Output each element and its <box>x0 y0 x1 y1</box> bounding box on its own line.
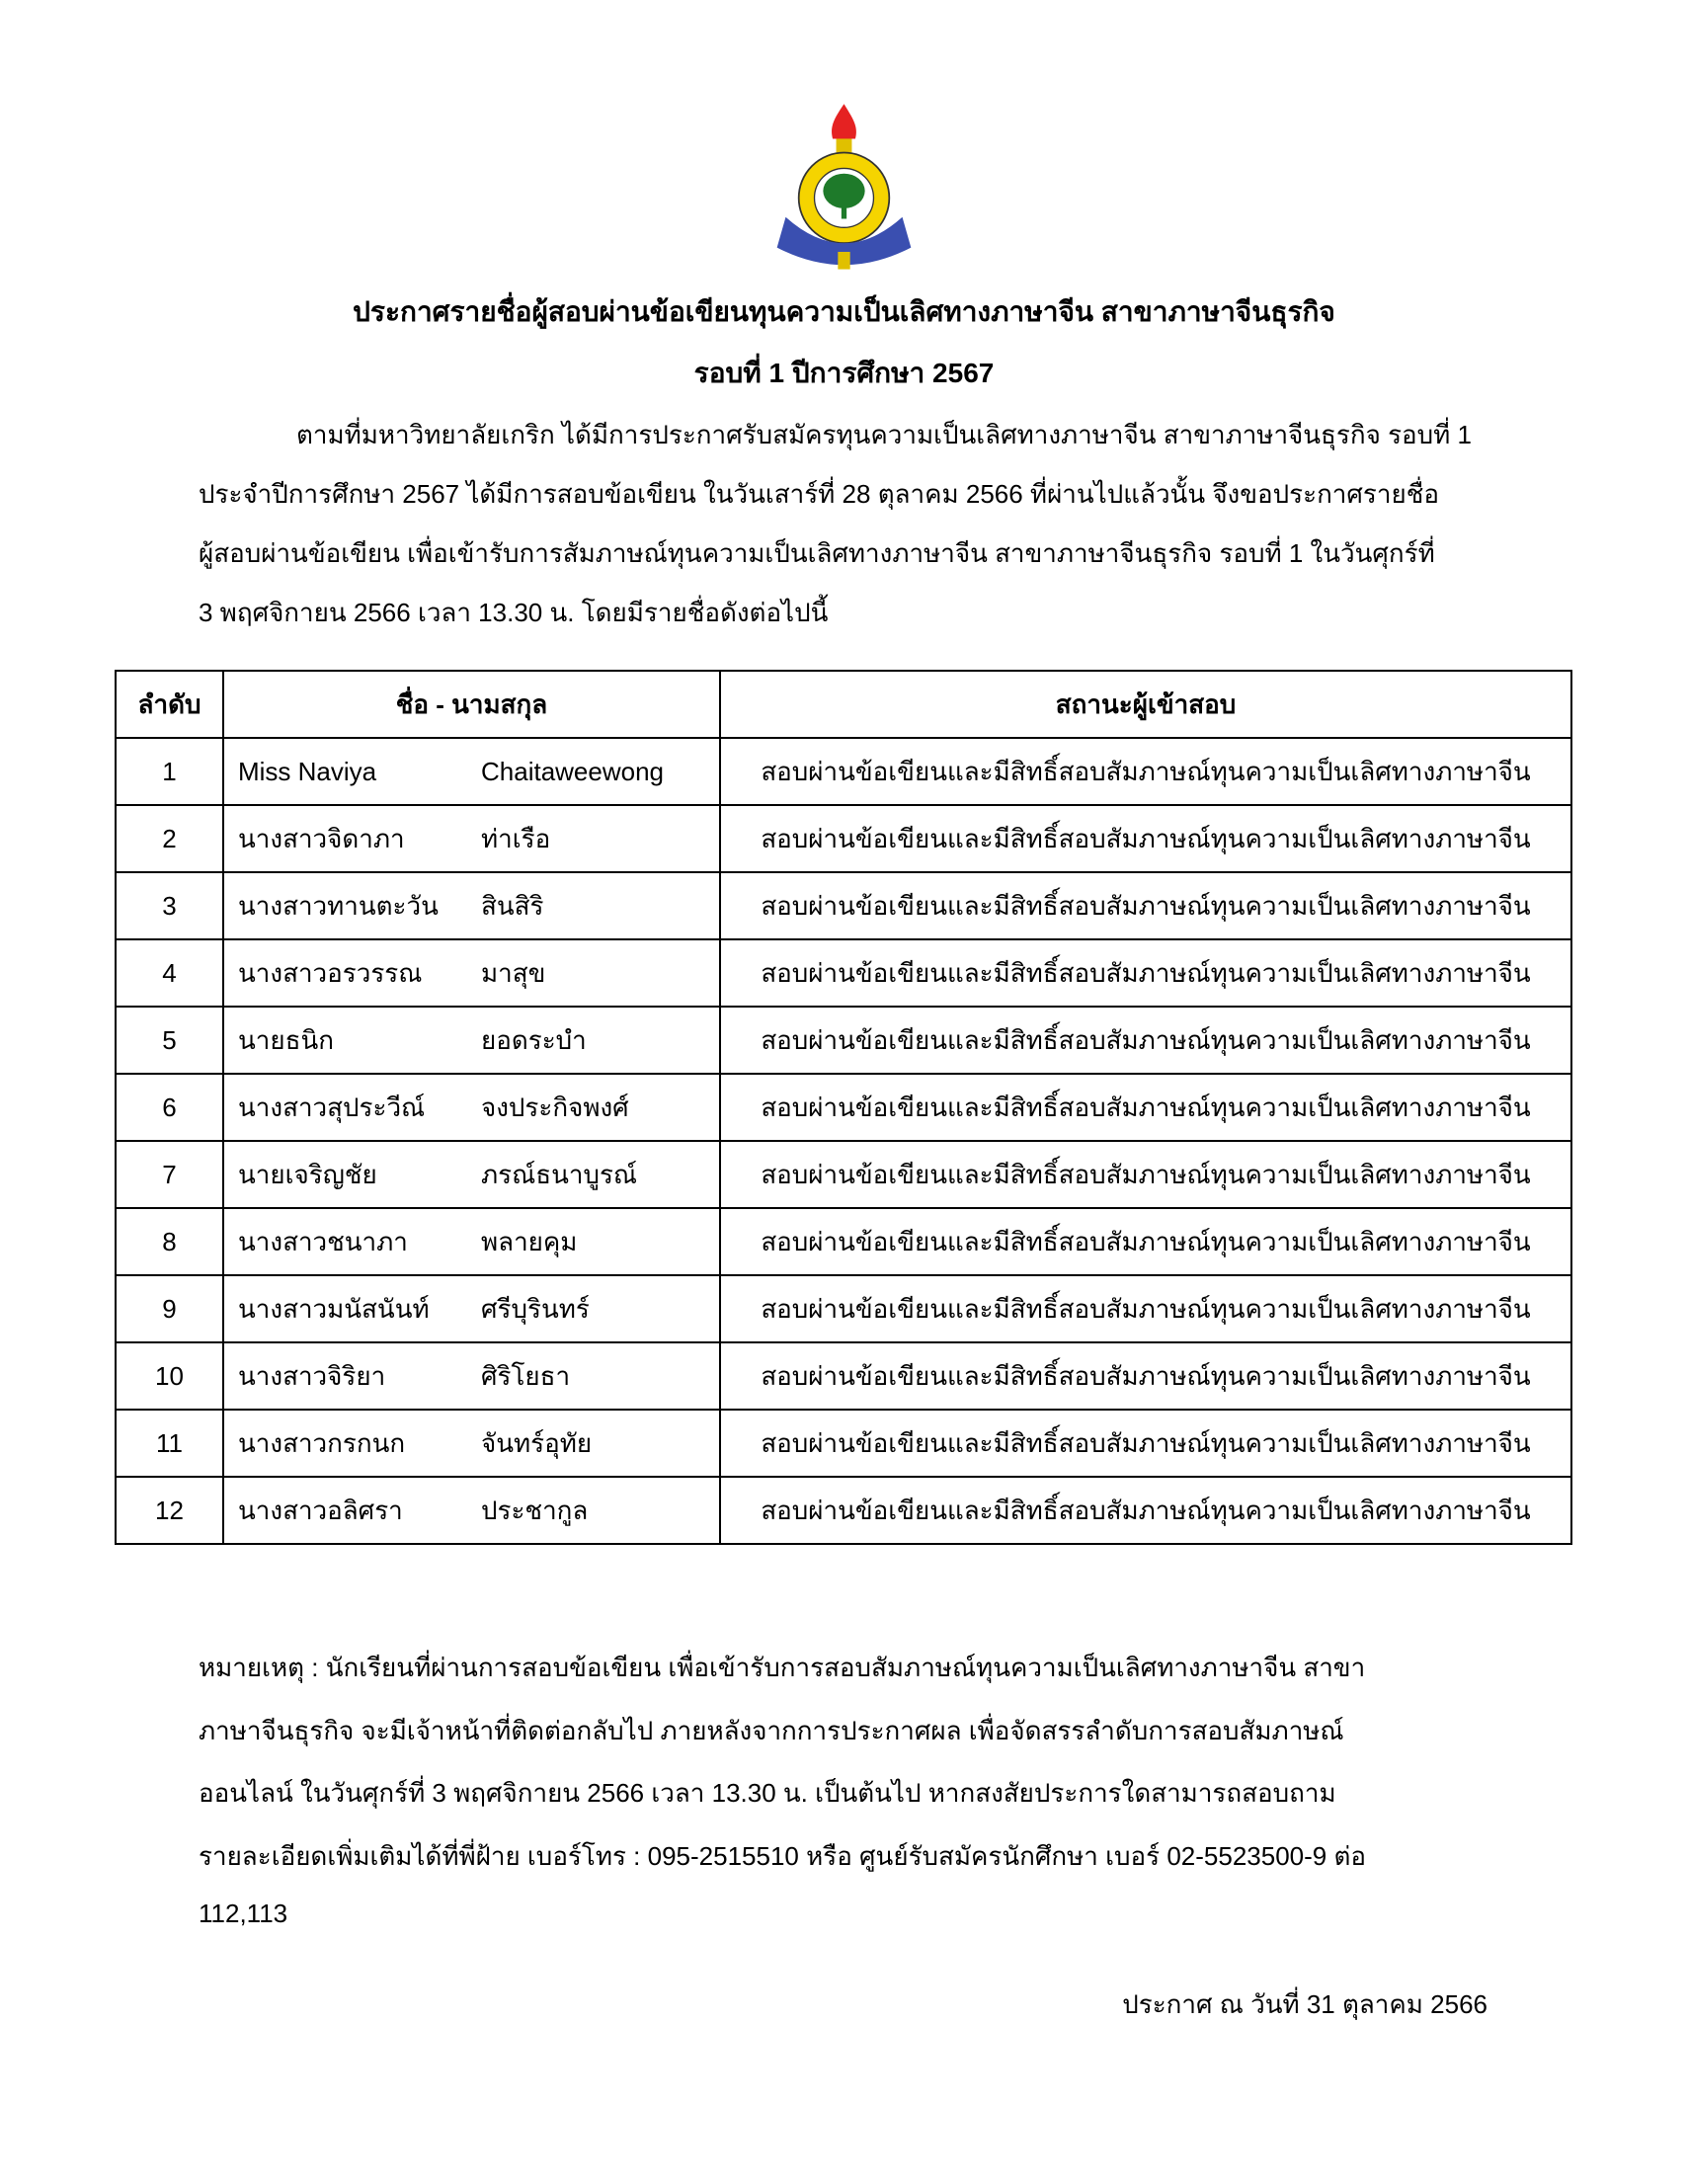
status: สอบผ่านข้อเขียนและมีสิทธิ์สอบสัมภาษณ์ทุนความเป็นเลิศทางภาษาจีน <box>720 872 1571 939</box>
row-number: 8 <box>116 1208 223 1275</box>
table-row <box>116 1208 1571 1275</box>
surname: ภรณ์ธนาบูรณ์ <box>481 1159 638 1189</box>
table-row <box>116 738 1571 805</box>
first-name: นายธนิก <box>238 1024 334 1055</box>
status: สอบผ่านข้อเขียนและมีสิทธิ์สอบสัมภาษณ์ทุนความเป็นเลิศทางภาษาจีน <box>720 1477 1571 1544</box>
first-name: นางสาวสุประวีณ์ <box>238 1092 426 1122</box>
first-name: นางสาวอลิศรา <box>238 1495 403 1525</box>
announcement-title: ประกาศรายชื่อผู้สอบผ่านข้อเขียนทุนความเป็นเลิศทางภาษาจีน สาขาภาษาจีนธุรกิจ <box>353 296 1335 327</box>
status: สอบผ่านข้อเขียนและมีสิทธิ์สอบสัมภาษณ์ทุนความเป็นเลิศทางภาษาจีน <box>720 1208 1571 1275</box>
header-name: ชื่อ - นามสกุล <box>223 671 720 738</box>
note-line: หมายเหตุ : นักเรียนที่ผ่านการสอบข้อเขียน เพื่อเข้ารับการสอบสัมภาษณ์ทุนความเป็นเลิศทางภาษาจีน สาขา <box>199 1653 1366 1682</box>
table-row <box>116 1074 1571 1141</box>
row-number: 9 <box>116 1275 223 1342</box>
intro-line: ผู้สอบผ่านข้อเขียน เพื่อเข้ารับการสัมภาษณ์ทุนความเป็นเลิศทางภาษาจีน สาขาภาษาจีนธุรกิจ รอบที่ 1 ในวันศุกร์ที่ <box>199 538 1435 568</box>
note-line: 112,113 <box>199 1899 288 1928</box>
surname: ท่าเรือ <box>481 823 551 853</box>
table-row <box>116 1275 1571 1342</box>
first-name: นางสาวชนาภา <box>238 1226 408 1256</box>
status: สอบผ่านข้อเขียนและมีสิทธิ์สอบสัมภาษณ์ทุนความเป็นเลิศทางภาษาจีน <box>720 1275 1571 1342</box>
row-number: 4 <box>116 939 223 1007</box>
flame-icon <box>832 104 856 138</box>
table-row <box>116 939 1571 1007</box>
row-number: 7 <box>116 1141 223 1208</box>
first-name: นางสาวจิริยา <box>238 1360 386 1391</box>
row-number: 5 <box>116 1007 223 1074</box>
row-number: 1 <box>116 738 223 805</box>
status: สอบผ่านข้อเขียนและมีสิทธิ์สอบสัมภาษณ์ทุนความเป็นเลิศทางภาษาจีน <box>720 1410 1571 1477</box>
note-line: ออนไลน์ ในวันศุกร์ที่ 3 พฤศจิกายน 2566 เวลา 13.30 น. เป็นต้นไป หากสงสัยประการใดสามารถสอบถาม <box>199 1778 1336 1808</box>
table-row <box>116 1007 1571 1074</box>
table-row <box>116 805 1571 872</box>
status: สอบผ่านข้อเขียนและมีสิทธิ์สอบสัมภาษณ์ทุนความเป็นเลิศทางภาษาจีน <box>720 738 1571 805</box>
surname: สินสิริ <box>481 890 544 921</box>
note-line: ภาษาจีนธุรกิจ จะมีเจ้าหน้าที่ติดต่อกลับไป ภายหลังจากการประกาศผล เพื่อจัดสรรลำดับการสอบสัมภาษณ์ <box>199 1716 1344 1745</box>
surname: พลายคุม <box>481 1226 578 1256</box>
status: สอบผ่านข้อเขียนและมีสิทธิ์สอบสัมภาษณ์ทุนความเป็นเลิศทางภาษาจีน <box>720 805 1571 872</box>
announce-date: ประกาศ ณ วันที่ 31 ตุลาคม 2566 <box>1122 1989 1487 2019</box>
row-number: 2 <box>116 805 223 872</box>
surname: ศรีบุรินทร์ <box>481 1293 590 1324</box>
status: สอบผ่านข้อเขียนและมีสิทธิ์สอบสัมภาษณ์ทุนความเป็นเลิศทางภาษาจีน <box>720 1342 1571 1410</box>
header-status: สถานะผู้เข้าสอบ <box>720 671 1571 738</box>
surname: ยอดระบำ <box>481 1024 587 1055</box>
university-logo <box>753 91 935 274</box>
surname: จงประกิจพงศ์ <box>481 1092 629 1122</box>
intro-line: 3 พฤศจิกายน 2566 เวลา 13.30 น. โดยมีรายชื่อดังต่อไปนี้ <box>199 598 829 627</box>
row-number: 6 <box>116 1074 223 1141</box>
note-line: รายละเอียดเพิ่มเติมได้ที่พี่ฝ้าย เบอร์โทร : 095-2515510 หรือ ศูนย์รับสมัครนักศึกษา เบอร์ 02-5523500-9 ต่อ <box>199 1841 1366 1871</box>
intro-line: ตามที่มหาวิทยาลัยเกริก ได้มีการประกาศรับสมัครทุนความเป็นเลิศทางภาษาจีน สาขาภาษาจีนธุรกิจ รอบที่ 1 <box>296 420 1472 449</box>
first-name: นางสาวจิดาภา <box>238 823 405 853</box>
status: สอบผ่านข้อเขียนและมีสิทธิ์สอบสัมภาษณ์ทุนความเป็นเลิศทางภาษาจีน <box>720 1074 1571 1141</box>
first-name: นางสาวกรกนก <box>238 1427 406 1458</box>
first-name: Miss Naviya <box>238 756 377 786</box>
table-row <box>116 872 1571 939</box>
first-name: นางสาวทานตะวัน <box>238 890 439 921</box>
surname: ประชากูล <box>481 1495 589 1525</box>
status: สอบผ่านข้อเขียนและมีสิทธิ์สอบสัมภาษณ์ทุนความเป็นเลิศทางภาษาจีน <box>720 939 1571 1007</box>
surname: มาสุข <box>481 957 546 988</box>
results-table <box>115 670 1572 1545</box>
status: สอบผ่านข้อเขียนและมีสิทธิ์สอบสัมภาษณ์ทุนความเป็นเลิศทางภาษาจีน <box>720 1141 1571 1208</box>
table-row <box>116 1410 1571 1477</box>
table-header-row <box>116 671 1571 738</box>
intro-line: ประจำปีการศึกษา 2567 ได้มีการสอบข้อเขียน ในวันเสาร์ที่ 28 ตุลาคม 2566 ที่ผ่านไปแล้วนั้น จึงขอประกาศรายชื่อ <box>199 479 1439 509</box>
first-name: นางสาวมนัสนันท์ <box>238 1293 430 1324</box>
header-order: ลำดับ <box>116 671 223 738</box>
row-number: 3 <box>116 872 223 939</box>
status: สอบผ่านข้อเขียนและมีสิทธิ์สอบสัมภาษณ์ทุนความเป็นเลิศทางภาษาจีน <box>720 1007 1571 1074</box>
surname: จันทร์อุทัย <box>481 1427 593 1458</box>
table-row <box>116 1477 1571 1544</box>
table-row <box>116 1141 1571 1208</box>
first-name: นายเจริญชัย <box>238 1159 377 1189</box>
first-name: นางสาวอรวรรณ <box>238 957 423 988</box>
table-row <box>116 1342 1571 1410</box>
surname: ศิริโยธา <box>481 1360 571 1391</box>
row-number: 11 <box>116 1410 223 1477</box>
announcement-subtitle: รอบที่ 1 ปีการศึกษา 2567 <box>693 358 995 388</box>
row-number: 10 <box>116 1342 223 1410</box>
row-number: 12 <box>116 1477 223 1544</box>
surname: Chaitaweewong <box>481 756 665 786</box>
